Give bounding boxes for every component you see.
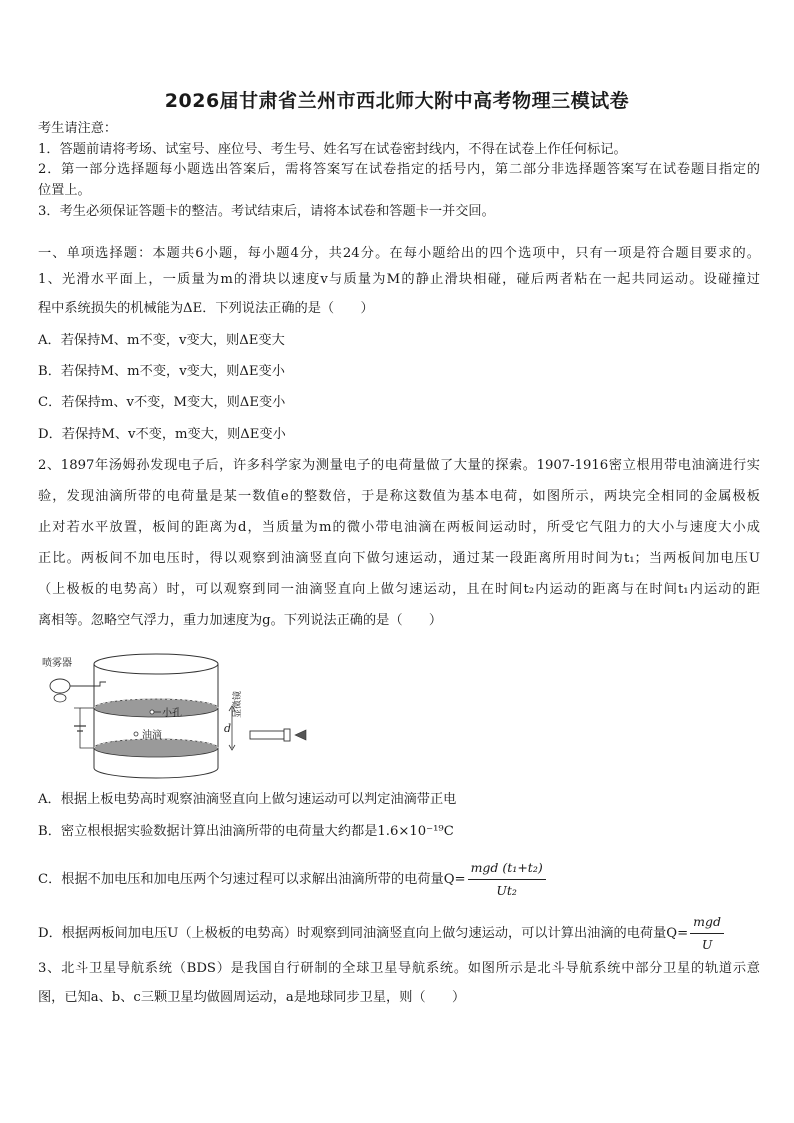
- microscope-label: 显微镜: [233, 690, 243, 718]
- drop-label: 油滴: [142, 730, 162, 741]
- notice-item-3: 3．考生必须保证答题卡的整洁。考试结束后，请将本试卷和答题卡一并交回。: [38, 204, 495, 219]
- q1-stem-line1: 1、光滑水平面上，一质量为m的滑块以速度v与质量为M的静止滑块相碰，碰后两者粘在一起共同运动。设碰撞过: [38, 272, 760, 287]
- notice-item-1: 1．答题前请将考场、试室号、座位号、考生号、姓名写在试卷密封线内，不得在试卷上作任何标记。: [38, 142, 627, 157]
- q1-option-c: C．若保持m、v不变，M变大，则ΔE变小: [38, 395, 286, 410]
- formula-numerator: mgd: [690, 912, 724, 934]
- q1-stem-line2: 程中系统损失的机械能为ΔE．下列说法正确的是（ ）: [38, 301, 374, 316]
- formula-denominator: U: [701, 937, 713, 952]
- q2-option-c: [38, 858, 548, 901]
- q2-option-d-formula: [690, 912, 724, 955]
- exam-title: 2026届甘肃省兰州市西北师大附中高考物理三模试卷: [164, 90, 630, 112]
- q2-option-d: [38, 912, 726, 955]
- hole-label: 小孔: [162, 708, 182, 719]
- hole-marker: [150, 710, 154, 714]
- formula-denominator: Ut₂: [496, 883, 517, 898]
- distance-label: d: [224, 722, 232, 735]
- notice-item-2-cont: 位置上。: [38, 183, 91, 198]
- section-heading: 一、单项选择题：本题共6小题，每小题4分，共24分。在每小题给出的四个选项中，只有一项是符合题目要求的。: [38, 246, 760, 261]
- microscope: [250, 731, 284, 739]
- q1-option-b: B．若保持M、m不变，v变大，则ΔE变小: [38, 364, 285, 379]
- sprayer-bulb: [50, 679, 70, 693]
- millikan-apparatus-figure: [40, 648, 320, 788]
- container-top-rim: [94, 654, 218, 674]
- q2-stem-line4: 正比。两板间不加电压时，得以观察到油滴竖直向下做匀速运动，通过某一段距离所用时间为t₁；当两板间加电压U: [38, 551, 760, 566]
- q1-option-a: A．若保持M、m不变，v变大，则ΔE变大: [38, 333, 285, 348]
- notice-item-2: 2．第一部分选择题每小题选出答案后，需将答案写在试卷指定的括号内，第二部分非选择题答案写在试卷题目指定的: [38, 162, 760, 177]
- q2-option-d-text: D．根据两板间加电压U（上极板的电势高）时观察到同油滴竖直向上做匀速运动，可以计算出油滴的电荷量Q=: [38, 926, 689, 941]
- container-bottom: [94, 768, 218, 778]
- notice-heading: 考生请注意：: [38, 121, 118, 136]
- q2-stem-line5: （上极板的电势高）时，可以观察到同一油滴竖直向上做匀速运动，且在时间t₂内运动的距离与在时间t₁内运动的距: [38, 582, 760, 597]
- q2-option-c-text: C．根据不加电压和加电压两个匀速过程可以求解出油滴所带的电荷量Q=: [38, 872, 466, 887]
- formula-numerator: mgd (t₁+t₂): [468, 858, 546, 880]
- oil-drop: [134, 732, 138, 736]
- eye-icon: [295, 730, 306, 740]
- q2-option-c-formula: [468, 858, 546, 901]
- sprayer-label: 喷雾器: [42, 658, 72, 669]
- q2-stem-line3: 止对若水平放置，板间的距离为d，当质量为m的微小带电油滴在两板间运动时，所受它气阻力的大小与速度大小成: [38, 520, 760, 535]
- q1-option-d: D．若保持M、v不变，m变大，则ΔE变小: [38, 427, 286, 442]
- q2-option-a: A．根据上板电势高时观察油滴竖直向上做匀速运动可以判定油滴带正电: [38, 792, 457, 807]
- q2-stem-line6: 离相等。忽略空气浮力，重力加速度为g。下列说法正确的是（ ）: [38, 613, 443, 628]
- q3-stem-line2: 图，已知a、b、c三颗卫星均做圆周运动，a是地球同步卫星，则（ ）: [38, 990, 466, 1005]
- q3-stem-line1: 3、北斗卫星导航系统（BDS）是我国自行研制的全球卫星导航系统。如图所示是北斗导航系统中部分卫星的轨道示意: [38, 961, 760, 976]
- q2-stem-line2: 验，发现油滴所带的电荷量是某一数值e的整数倍，于是称这数值为基本电荷，如图所示，两块完全相同的金属极板: [38, 489, 760, 504]
- q2-stem-line1: 2、1897年汤姆孙发现电子后，许多科学家为测量电子的电荷量做了大量的探索。1907-1916密立根用带电油滴进行实: [38, 458, 760, 473]
- q2-option-b: B．密立根根据实验数据计算出油滴所带的电荷量大约都是1.6×10⁻¹⁹C: [38, 824, 454, 839]
